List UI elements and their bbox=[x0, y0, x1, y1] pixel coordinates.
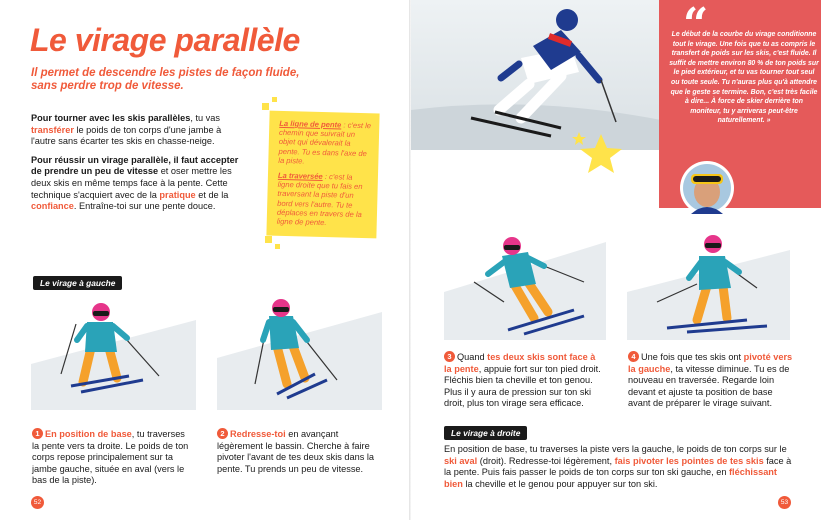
section-tag-right-turn: Le virage à droite bbox=[444, 426, 527, 440]
intro-paragraph-2: Pour réussir un virage parallèle, il faut accepter de prendre un peu de vitesse et oser mettre les deux skis en même temps face à la pente. Cette technique s'acquiert avec de la pratique et de la confiance. Entraîne-toi sur une pente douce. bbox=[31, 154, 239, 212]
note-decoration bbox=[275, 244, 280, 249]
skier-illustration-4 bbox=[627, 232, 790, 340]
note-decoration bbox=[265, 236, 272, 243]
skier-illustration-2 bbox=[217, 294, 382, 410]
note-decoration bbox=[272, 97, 277, 102]
intro-paragraph-1: Pour tourner avec les skis parallèles, tu vas transférer le poids de ton corps d'une jambe à l'autre sans écarter tes skis en chasse-neige. bbox=[31, 113, 222, 147]
page-number: 52 bbox=[31, 496, 44, 509]
step-4: 4 Une fois que tes skis ont pivoté vers la gauche, ta vitesse diminue. Tu es de nouveau en traversée. Regarde loin devant et ajuste ta position de base avant de préparer le virage suivant. bbox=[628, 352, 793, 409]
star-icon bbox=[571, 130, 631, 180]
left-page bbox=[0, 0, 410, 520]
definition-note: La ligne de pente : c'est le chemin que suivrait un objet qui dévalerait la pente. Tu es dans l'axe de la piste. La traversée : c'est la ligne droite que tu fais en traversant la piste d'un bord vers l'autre. Tu te déplaces en travers de la ligne de pente. bbox=[266, 111, 379, 239]
skier-illustration-3 bbox=[444, 232, 606, 340]
section-tag-left-turn: Le virage à gauche bbox=[33, 276, 122, 290]
page-title: Le virage parallèle bbox=[30, 22, 300, 58]
step-3: 3 Quand tes deux skis sont face à la pente, appuie fort sur ton pied droit. Fléchis bien ta cheville et ton genou. Plus il y aura de pression sur ton ski droit, plus ton virage sera efficace. bbox=[444, 352, 601, 409]
step-1: 1 En position de base, tu traverses la pente vers ta droite. Le poids de ton corps repose principalement sur ta jambe gauche, située en aval (vers le bas de la piste). bbox=[32, 429, 189, 486]
right-page bbox=[411, 0, 821, 520]
right-turn-text: En position de base, tu traverses la piste vers la gauche, le poids de ton corps sur le ski aval (droit). Redresse-toi légèrement, fais pivoter les pointes de tes skis face à la pente. Puis fais passer le poids de ton corps sur ton ski gauche, en fléchissant bien la cheville et le genou pour appuyer sur ton ski. bbox=[444, 444, 792, 489]
racer-photo bbox=[411, 0, 661, 150]
page-subtitle: Il permet de descendre les pistes de façon fluide, sans perdre trop de vitesse. bbox=[31, 67, 300, 92]
step-2: 2 Redresse-toi en avançant légèrement le bassin. Cherche à faire pivoter l'avant de tes deux skis dans la pente. Tu prends un peu de vitesse. bbox=[217, 429, 375, 474]
intro-text bbox=[31, 113, 246, 220]
page-number: 53 bbox=[778, 496, 791, 509]
skier-illustration-1 bbox=[31, 294, 196, 410]
note-decoration bbox=[262, 103, 269, 110]
quote-mark-icon: “ bbox=[683, 0, 709, 50]
instructor-quote: Le début de la courbe du virage conditionne tout le virage. Une fois que tu as compris le transfert de poids sur les skis, c'est fluide. Il suffit de mettre environ 80 % de ton poids sur le pied extérieur, et tu vas tourner tout seul ou toute seule. Tu n'auras plus qu'à attendre que le geste se termine. Bon, c'est très facile à dire... À force de skier derrière ton moniteur, tu y arriveras peut-être naturellement. » bbox=[669, 31, 819, 125]
instructor-avatar bbox=[679, 160, 735, 216]
